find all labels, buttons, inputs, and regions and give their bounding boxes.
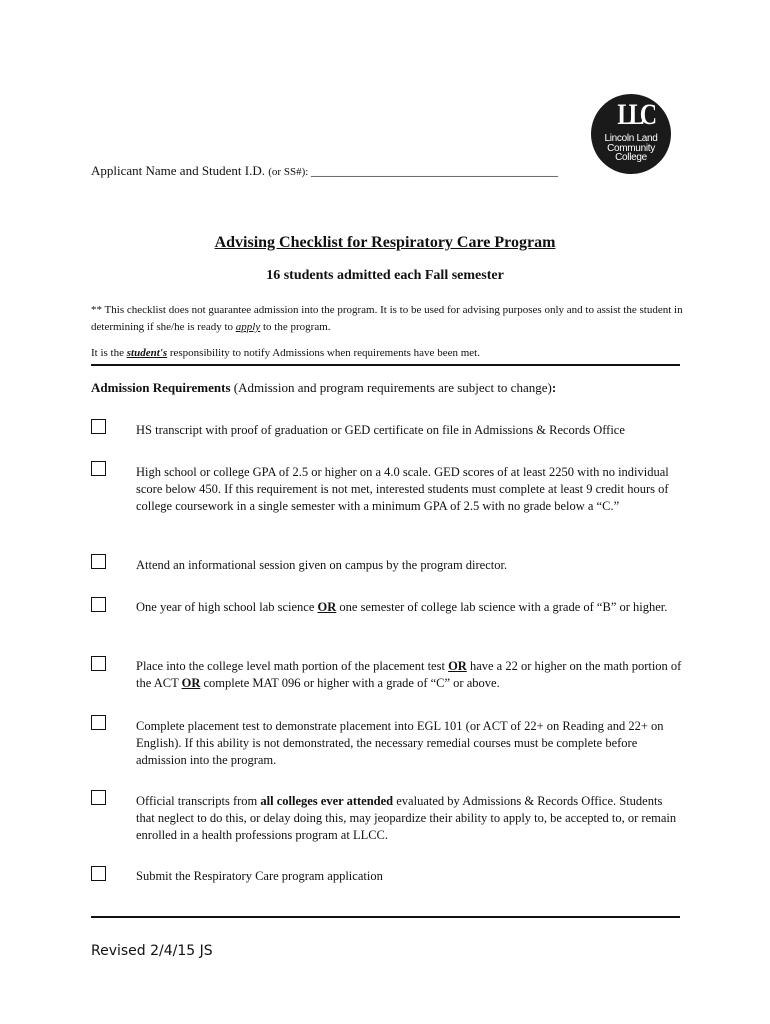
admission-requirements-heading: Admission Requirements (Admission and program requirements are subject to change): [91, 380, 557, 395]
requirement-hs-transcript: HS transcript with proof of graduation or GED certificate on file in Admissions & Records Office [136, 423, 625, 437]
requirement-lab-science: One year of high school lab science OR one semester of college lab science with a grade of “B” or higher. [136, 600, 668, 614]
applicant-name-field[interactable] [91, 163, 558, 179]
divider-top [91, 364, 680, 366]
applicant-label: Applicant Name and Student I.D. [91, 163, 269, 178]
applicant-blank-line[interactable]: ______________________________________ [311, 163, 559, 178]
disclaimer-note: ** This checklist does not guarantee admission into the program. It is to be used for advising purposes only and to assist the student in determining if she/he is ready to apply to the program. [91, 304, 683, 333]
revision-footer: Revised 2/4/15 JS [91, 943, 213, 959]
requirement-info-session: Attend an informational session given on campus by the program director. [136, 558, 508, 572]
divider-bottom [91, 916, 680, 918]
page-title: Advising Checklist for Respiratory Care Program [214, 234, 556, 251]
page-subtitle: 16 students admitted each Fall semester [266, 268, 504, 283]
checkbox-hs-transcript[interactable] [91, 419, 106, 434]
checkbox-english-placement[interactable] [91, 715, 106, 730]
requirement-gpa: High school or college GPA of 2.5 or higher on a 4.0 scale. GED scores of at least 2250 with no individual score below 450. If this requirement is not met, interested students must complete at least 9 credit hours of college coursework in a single semester with a minimum GPA of 2.5 with no grade below a “C.” [136, 465, 669, 513]
checkbox-math-placement[interactable] [91, 656, 106, 671]
checkbox-info-session[interactable] [91, 554, 106, 569]
requirement-official-transcripts: Official transcripts from all colleges ever attended evaluated by Admissions & Records Office. Students that neglect to do this, or delay doing this, may jeopardize their ability to apply to, be accepted to, or remain enrolled in a health professions program at LLCC. [136, 794, 677, 842]
logo-college-name: Lincoln Land Community College [604, 133, 658, 163]
responsibility-note: It is the student's responsibility to notify Admissions when requirements have been met. [91, 347, 480, 359]
logo-monogram: LLC [617, 98, 653, 131]
checkbox-lab-science[interactable] [91, 597, 106, 612]
requirement-math-placement: Place into the college level math portion of the placement test OR have a 22 or higher on the math portion of the ACT OR complete MAT 096 or higher with a grade of “C” or above. [136, 659, 682, 690]
checkbox-official-transcripts[interactable] [91, 790, 106, 805]
checkbox-program-application[interactable] [91, 866, 106, 881]
requirement-program-application: Submit the Respiratory Care program application [136, 869, 383, 883]
checkbox-gpa[interactable] [91, 461, 106, 476]
llcc-logo [591, 94, 671, 174]
apply-emphasis: apply [235, 321, 261, 333]
applicant-id-note: (or SS#): [268, 166, 312, 178]
students-emphasis: student's [126, 347, 168, 359]
requirement-english-placement: Complete placement test to demonstrate placement into EGL 101 (or ACT of 22+ on Reading and 22+ on English). If this ability is not demonstrated, the necessary remedial courses must be complete before admission into the program. [136, 719, 664, 767]
